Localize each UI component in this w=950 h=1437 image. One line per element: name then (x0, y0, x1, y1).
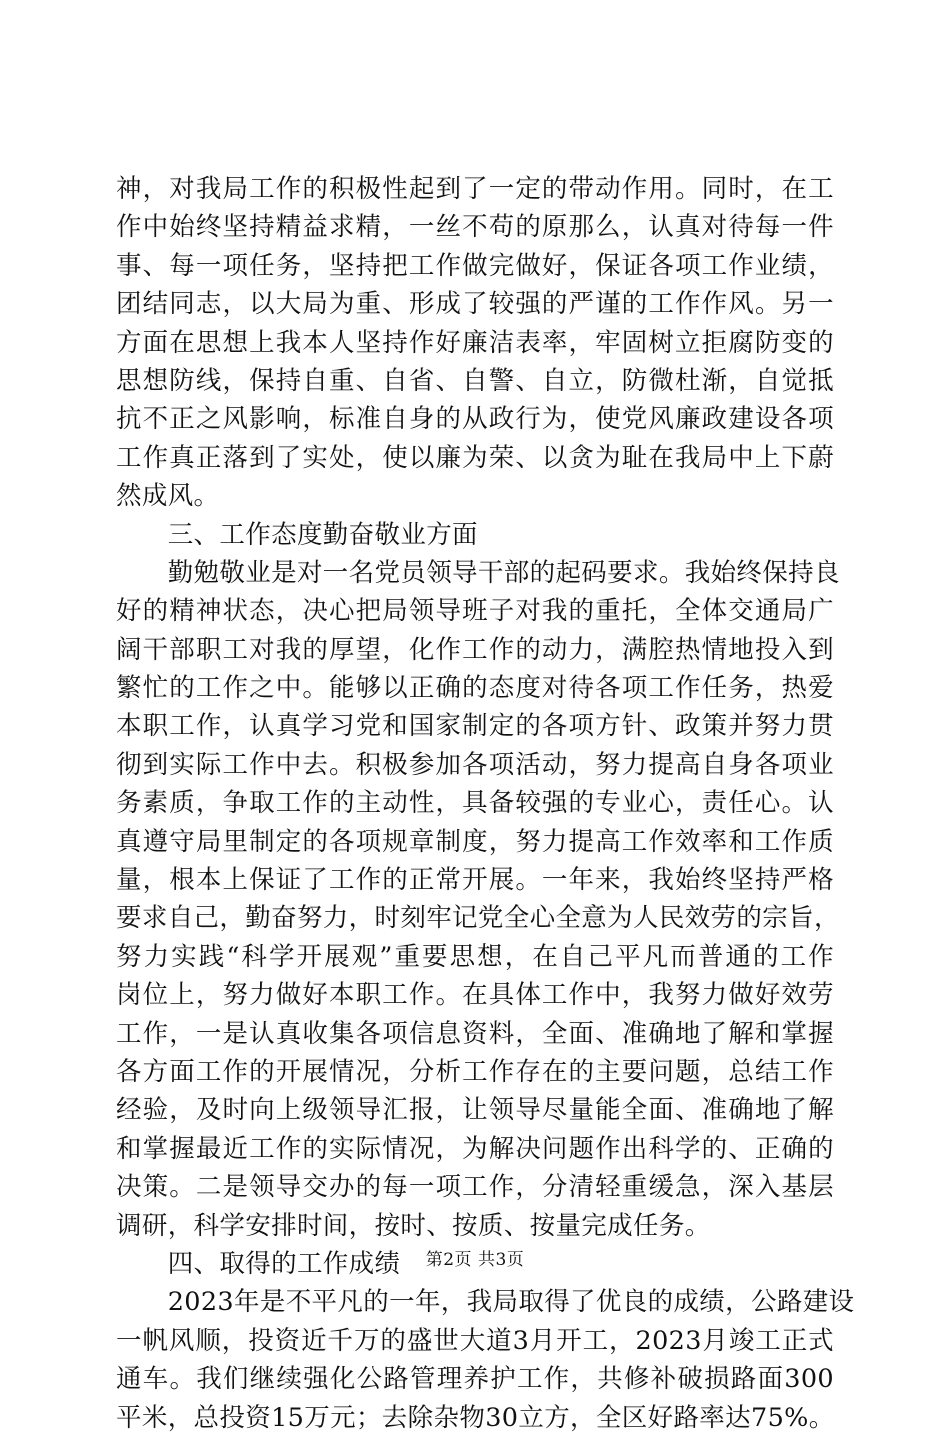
text-line: 要求自己，勤奋努力，时刻牢记党全心全意为人民效劳的宗旨， (116, 903, 840, 934)
text-line: 抗不正之风影响，标准自身的从政行为，使党风廉政建设各项 (116, 404, 834, 435)
text-line: 量，根本上保证了工作的正常开展。一年来，我始终坚持严格 (116, 865, 834, 896)
text-line: 调研，科学安排时间，按时、按质、按量完成任务。 (116, 1210, 711, 1241)
text-line: 事、每一项任务，坚持把工作做完做好，保证各项工作业绩， (116, 250, 834, 281)
text-line: 思想防线，保持自重、自省、自警、自立，防微杜渐，自觉抵 (116, 365, 834, 396)
page-footer: 第2页 共3页 (425, 1250, 525, 1270)
text-line: 和掌握最近工作的实际情况，为解决问题作出科学的、正确的 (116, 1133, 834, 1164)
text-line: 三、工作态度勤奋敬业方面 (116, 519, 478, 550)
text-line: 通车。我们继续强化公路管理养护工作，共修补破损路面300 (116, 1364, 834, 1395)
text-line: 彻到实际工作中去。积极参加各项活动，努力提高自身各项业 (116, 749, 834, 780)
text-line: 然成风。 (116, 481, 220, 512)
text-line: 平米，总投资15万元；去除杂物30立方，全区好路率达75%。 (116, 1402, 835, 1433)
text-line: 2023年是不平凡的一年，我局取得了优良的成绩，公路建设 (116, 1287, 855, 1318)
text-line: 务素质，争取工作的主动性，具备较强的专业心，责任心。认 (116, 788, 834, 819)
text-line: 神，对我局工作的积极性起到了一定的带动作用。同时，在工 (116, 174, 834, 204)
text-line: 作中始终坚持精益求精，一丝不苟的原那么，认真对待每一件 (116, 212, 834, 243)
text-line: 真遵守局里制定的各项规章制度，努力提高工作效率和工作质 (116, 826, 834, 857)
text-line: 岗位上，努力做好本职工作。在具体工作中，我努力做好效劳 (116, 980, 834, 1011)
text-line: 繁忙的工作之中。能够以正确的态度对待各项工作任务，热爱 (116, 673, 834, 704)
text-line: 努力实践“科学开展观”重要思想，在自己平凡而普通的工作 (116, 941, 834, 972)
text-line: 各方面工作的开展情况，分析工作存在的主要问题，总结工作 (116, 1056, 834, 1087)
text-line: 方面在思想上我本人坚持作好廉洁表率，牢固树立拒腐防变的 (116, 327, 834, 358)
text-line: 一帆风顺，投资近千万的盛世大道3月开工，2023月竣工正式 (116, 1325, 834, 1356)
text-line: 团结同志，以大局为重、形成了较强的严谨的工作作风。另一 (116, 289, 834, 320)
text-line: 决策。二是领导交办的每一项工作，分清轻重缓急，深入基层 (116, 1172, 834, 1203)
text-line: 勤勉敬业是对一名党员领导干部的起码要求。我始终保持良 (116, 557, 840, 588)
text-line: 阔干部职工对我的厚望，化作工作的动力，满腔热情地投入到 (116, 634, 834, 665)
text-line: 经验，及时向上级领导汇报，让领导尽量能全面、准确地了解 (116, 1095, 834, 1126)
text-line: 本职工作，认真学习党和国家制定的各项方针、政策并努力贯 (116, 711, 834, 742)
text-line: 四、取得的工作成绩 (116, 1248, 401, 1279)
text-line: 好的精神状态，决心把局领导班子对我的重托，全体交通局广 (116, 596, 834, 627)
text-line: 工作真正落到了实处，使以廉为荣、以贪为耻在我局中上下蔚 (116, 442, 834, 473)
text-line: 工作，一是认真收集各项信息资料，全面、准确地了解和掌握 (116, 1018, 834, 1049)
